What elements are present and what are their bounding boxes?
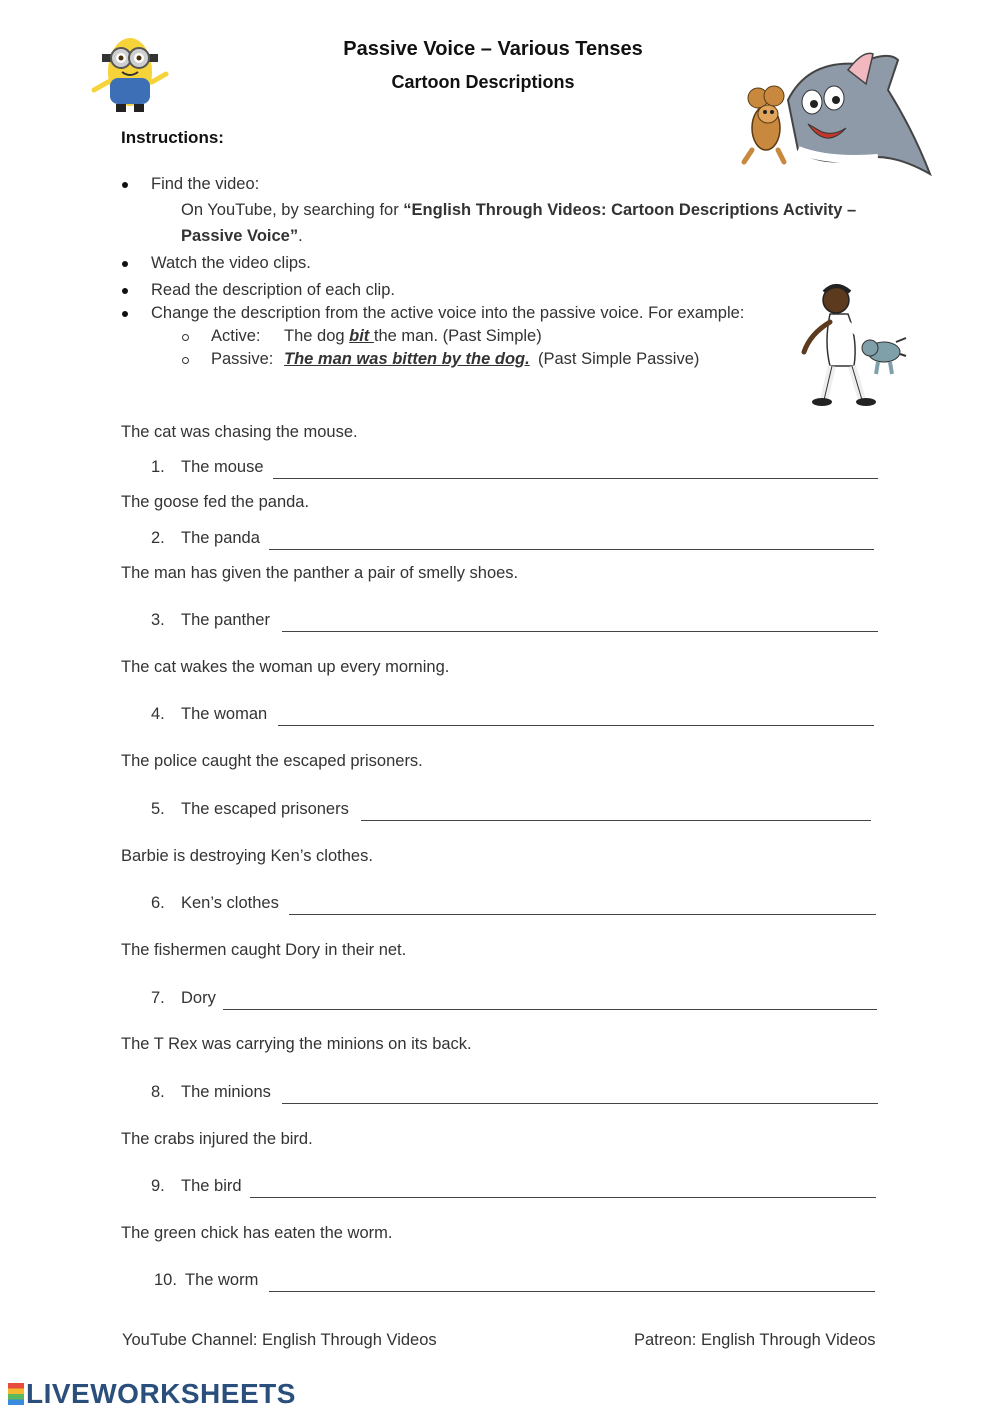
active-sentence: The man has given the panther a pair of smelly shoes. [121,564,519,582]
instruction-change: Change the description from the active voice into the passive voice. For example: [151,304,745,322]
liveworksheets-logo-icon [8,1383,24,1405]
instruction-find-video: Find the video: [151,175,260,193]
example-active-sentence [284,327,542,346]
active-sentence: Barbie is destroying Ken’s clothes. [121,847,373,865]
question-number: 7. [151,989,165,1007]
question-number: 9. [151,1177,165,1195]
answer-prompt: The bird [181,1177,242,1195]
instructions-heading: Instructions: [121,128,224,147]
minion-illustration [88,24,172,116]
active-sentence: The T Rex was carrying the minions on its back. [121,1035,472,1053]
question-number: 6. [151,894,165,912]
answer-prompt: The panther [181,611,270,629]
question-number: 1. [151,458,165,476]
sub-bullet-icon [182,334,189,341]
answer-input[interactable] [282,1083,878,1104]
answer-prompt: The mouse [181,458,264,476]
man-and-dog-illustration [796,282,908,408]
bullet-icon [122,182,128,188]
example-active-label: Active: [211,327,261,345]
question-number: 4. [151,705,165,723]
bullet-icon [122,311,128,317]
example-active-post: the man. (Past Simple) [373,327,542,345]
instruction-youtube-line1 [181,201,856,220]
example-passive-tense: (Past Simple Passive) [538,350,700,368]
bullet-icon [122,261,128,267]
answer-prompt: The escaped prisoners [181,800,349,818]
example-active-pre: The dog [284,327,350,345]
answer-input[interactable] [289,894,876,915]
liveworksheets-logo[interactable] [8,1378,296,1410]
tom-and-jerry-illustration [738,40,934,180]
answer-input[interactable] [278,705,874,726]
active-sentence: The crabs injured the bird. [121,1130,313,1148]
sub-bullet-icon [182,357,189,364]
instruction-read: Read the description of each clip. [151,281,395,299]
example-passive-sentence: The man was bitten by the dog. [284,350,530,368]
youtube-prefix: On YouTube, by searching for [181,201,404,219]
question-number: 3. [151,611,165,629]
page-title: Passive Voice – Various Tenses [343,38,643,60]
page-subtitle: Cartoon Descriptions [391,72,575,92]
answer-prompt: Ken’s clothes [181,894,279,912]
active-sentence: The fishermen caught Dory in their net. [121,941,407,959]
example-passive-label: Passive: [211,350,274,368]
answer-input[interactable] [282,611,878,632]
active-sentence: The goose fed the panda. [121,493,310,511]
youtube-search-term-line1: “English Through Videos: Cartoon Descriptions Activity – [403,201,857,219]
active-sentence: The green chick has eaten the worm. [121,1224,393,1242]
footer-youtube-channel: YouTube Channel: English Through Videos [122,1331,437,1349]
example-active-verb: bit [349,327,374,345]
footer-patreon: Patreon: English Through Videos [634,1331,876,1349]
active-sentence: The cat wakes the woman up every morning. [121,658,450,676]
answer-prompt: The minions [181,1083,271,1101]
question-number: 2. [151,529,165,547]
question-number: 5. [151,800,165,818]
answer-input[interactable] [250,1177,876,1198]
instruction-watch: Watch the video clips. [151,254,311,272]
instruction-youtube-line2 [181,227,303,246]
answer-prompt: The panda [181,529,260,547]
answer-input[interactable] [273,458,878,479]
liveworksheets-logo-text: LIVEWORKSHEETS [26,1378,296,1409]
question-number: 8. [151,1083,165,1101]
answer-prompt: Dory [181,989,216,1007]
answer-input[interactable] [223,989,877,1010]
answer-input[interactable] [361,800,871,821]
youtube-search-term-line2: Passive Voice” [181,227,299,245]
bullet-icon [122,288,128,294]
question-number: 10. [154,1271,177,1289]
active-sentence: The police caught the escaped prisoners. [121,752,423,770]
answer-input[interactable] [269,529,874,550]
answer-prompt: The woman [181,705,268,723]
answer-prompt: The worm [185,1271,259,1289]
youtube-period: . [298,227,303,245]
answer-input[interactable] [269,1271,875,1292]
active-sentence: The cat was chasing the mouse. [121,423,358,441]
